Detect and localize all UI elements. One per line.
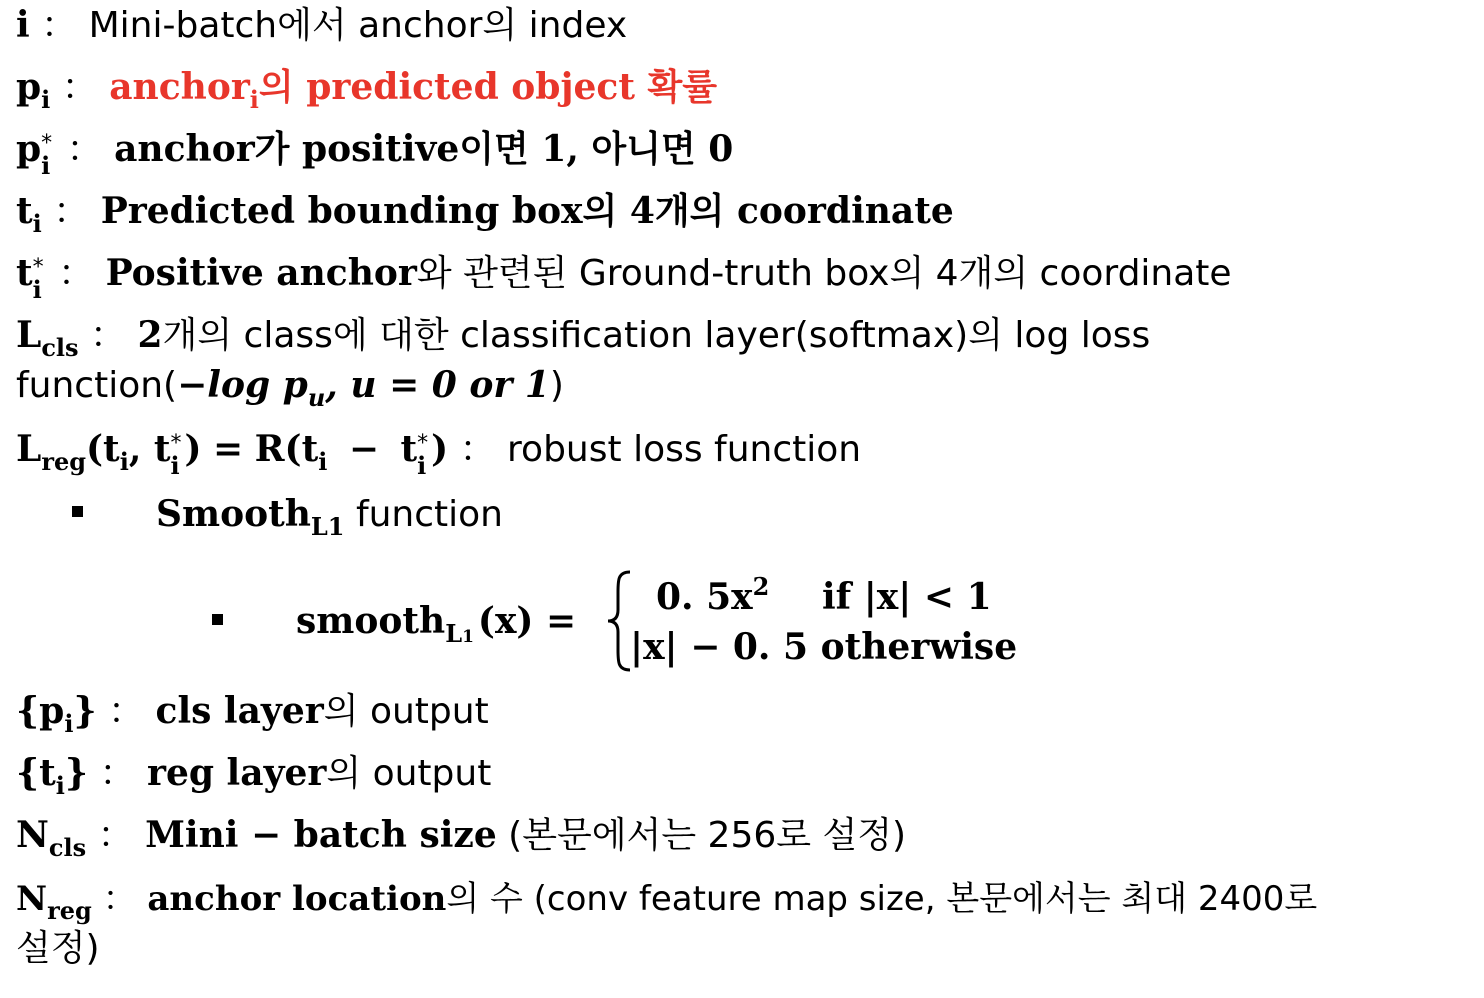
- brace-close: }: [73, 690, 97, 732]
- symbol-sub: reg: [47, 896, 92, 925]
- def-ncls: [16, 814, 907, 862]
- symbol-sub: i: [64, 709, 74, 738]
- def-text-b: 의 수 (conv feature map size, 본문에서는 최대 2400로: [446, 879, 1318, 919]
- symbol-supsub: [41, 131, 55, 180]
- symbol-sub: i: [41, 151, 51, 180]
- args-open: (t: [86, 428, 120, 470]
- smooth-eq-lhs: [296, 600, 577, 648]
- symbol-sup: *: [32, 255, 44, 280]
- args-supsub: [170, 431, 185, 480]
- math-sub: u: [307, 383, 326, 412]
- case2-expr: |x| − 0. 5 otherwise: [630, 626, 1018, 668]
- separator: ：: [102, 879, 137, 919]
- symbol-sub: i: [32, 209, 42, 238]
- separator: ：: [41, 5, 78, 46]
- case1-cond: if |x| < 1: [822, 576, 992, 618]
- def-i: [16, 4, 627, 47]
- separator: ：: [99, 753, 136, 794]
- separator: ：: [66, 129, 103, 170]
- symbol-l: L: [16, 314, 42, 356]
- symbol-p: p: [16, 66, 42, 108]
- symbol-pset: {p: [16, 690, 65, 732]
- rhs-t: t: [400, 428, 418, 470]
- rhs-sub2: i: [417, 451, 427, 480]
- def-pset: [16, 690, 489, 738]
- def-lcls-cont: [16, 364, 564, 412]
- def-tstar: [16, 252, 1232, 304]
- def-nreg-cont: [16, 928, 100, 970]
- args-sub2: i: [170, 451, 180, 480]
- separator: ：: [61, 67, 98, 108]
- bullet-square: [212, 614, 223, 625]
- def-text-a: reg layer: [146, 752, 327, 794]
- symbol-supsub: [32, 255, 47, 304]
- separator: ：: [108, 691, 145, 732]
- math-expr: −log p: [177, 364, 308, 406]
- separator: ：: [58, 253, 95, 294]
- eq-lhs-sub: [445, 619, 474, 648]
- symbol-n: N: [16, 879, 48, 919]
- def-text-c: function(: [16, 365, 178, 406]
- symbol-l: L: [16, 428, 42, 470]
- symbol-sup: *: [41, 131, 53, 156]
- rhs-sup: *: [417, 431, 429, 456]
- def-text-red: [109, 66, 718, 114]
- symbol-tset: {t: [16, 752, 56, 794]
- case1-expr: 0. 5x: [656, 576, 753, 618]
- symbol-p: p: [16, 128, 42, 170]
- equals: =: [213, 428, 244, 470]
- def-text-a: Mini − batch size: [145, 814, 497, 856]
- case-1-cond: [822, 576, 992, 619]
- def-text: robust loss function: [507, 429, 862, 470]
- def-nreg: [16, 878, 1318, 925]
- def-text: Mini-batch에서 anchor의 index: [88, 5, 628, 46]
- def-text: Predicted bounding box의 4개의 coordinate: [100, 190, 954, 232]
- symbol-sub: reg: [41, 447, 87, 476]
- separator: ：: [90, 315, 127, 356]
- paren-close: ): [549, 365, 564, 406]
- separator: ：: [459, 429, 496, 470]
- case-2: [630, 626, 1017, 669]
- case-1: [656, 572, 770, 619]
- def-tset: [16, 752, 492, 800]
- smooth-sub: L1: [310, 512, 345, 541]
- rhs-close: ): [431, 428, 449, 470]
- def-text-a: 2: [137, 314, 163, 356]
- smooth-text: function: [344, 494, 504, 535]
- symbol-t: t: [16, 190, 33, 232]
- def-text-b: 의 output: [323, 691, 489, 732]
- brace-path: [608, 572, 630, 670]
- def-text-a: anchor: [109, 66, 250, 108]
- def-text: anchor가 positive이면 1, 아니면 0: [114, 128, 734, 170]
- def-text-b: 개의 class에 대한 classification layer(softmax)의 log loss: [162, 315, 1151, 356]
- rhs-a: R(t: [254, 428, 319, 470]
- rhs-minus: −: [348, 428, 379, 470]
- args-sup: *: [170, 431, 182, 456]
- rhs-supsub: [417, 431, 431, 480]
- symbol-sub: i: [55, 771, 65, 800]
- def-text-c: 설정): [16, 928, 100, 969]
- smooth-item: [156, 493, 504, 541]
- symbol-sub: cls: [48, 833, 87, 862]
- def-text-b: 의 predicted object 확률: [258, 66, 718, 108]
- eq-lhs: smooth: [296, 600, 446, 642]
- def-text-b: 와 관련된 Ground-truth box의 4개의 coordinate: [416, 253, 1232, 294]
- def-p: [16, 66, 718, 114]
- def-text-a: Positive anchor: [105, 252, 417, 294]
- symbol-i: i: [16, 4, 30, 46]
- def-text-sub: i: [249, 85, 259, 114]
- args-sub1: i: [119, 447, 129, 476]
- symbol-sub: i: [41, 85, 51, 114]
- separator: ：: [97, 815, 134, 856]
- def-text-a: anchor location: [147, 879, 447, 919]
- def-lreg: [16, 428, 862, 480]
- separator: ：: [53, 191, 90, 232]
- args-mid: , t: [128, 428, 171, 470]
- def-text-a: cls layer: [155, 690, 324, 732]
- brace-close: }: [64, 752, 89, 794]
- symbol-sub: i: [32, 275, 42, 304]
- symbol-n: N: [16, 814, 49, 856]
- def-pstar: [16, 128, 734, 180]
- def-text-b: 의 output: [326, 753, 492, 794]
- symbol-sub: cls: [41, 333, 79, 362]
- eq-lhs-sub-l: L: [445, 619, 463, 648]
- case1-sup: 2: [752, 572, 770, 601]
- smooth-bold: Smooth: [156, 493, 311, 535]
- def-lcls: [16, 314, 1151, 362]
- symbol-t: t: [16, 252, 33, 294]
- def-t: [16, 190, 954, 238]
- args-close: ): [184, 428, 202, 470]
- bullet-square: [72, 506, 83, 517]
- rhs-sub: i: [318, 447, 328, 476]
- eq-lhs-sub-1: 1: [462, 627, 474, 647]
- eq-lhs-arg: (x) =: [477, 600, 577, 642]
- def-text-b: (본문에서는 256로 설정): [496, 815, 907, 856]
- math-tail: , u = 0 or 1: [325, 364, 550, 406]
